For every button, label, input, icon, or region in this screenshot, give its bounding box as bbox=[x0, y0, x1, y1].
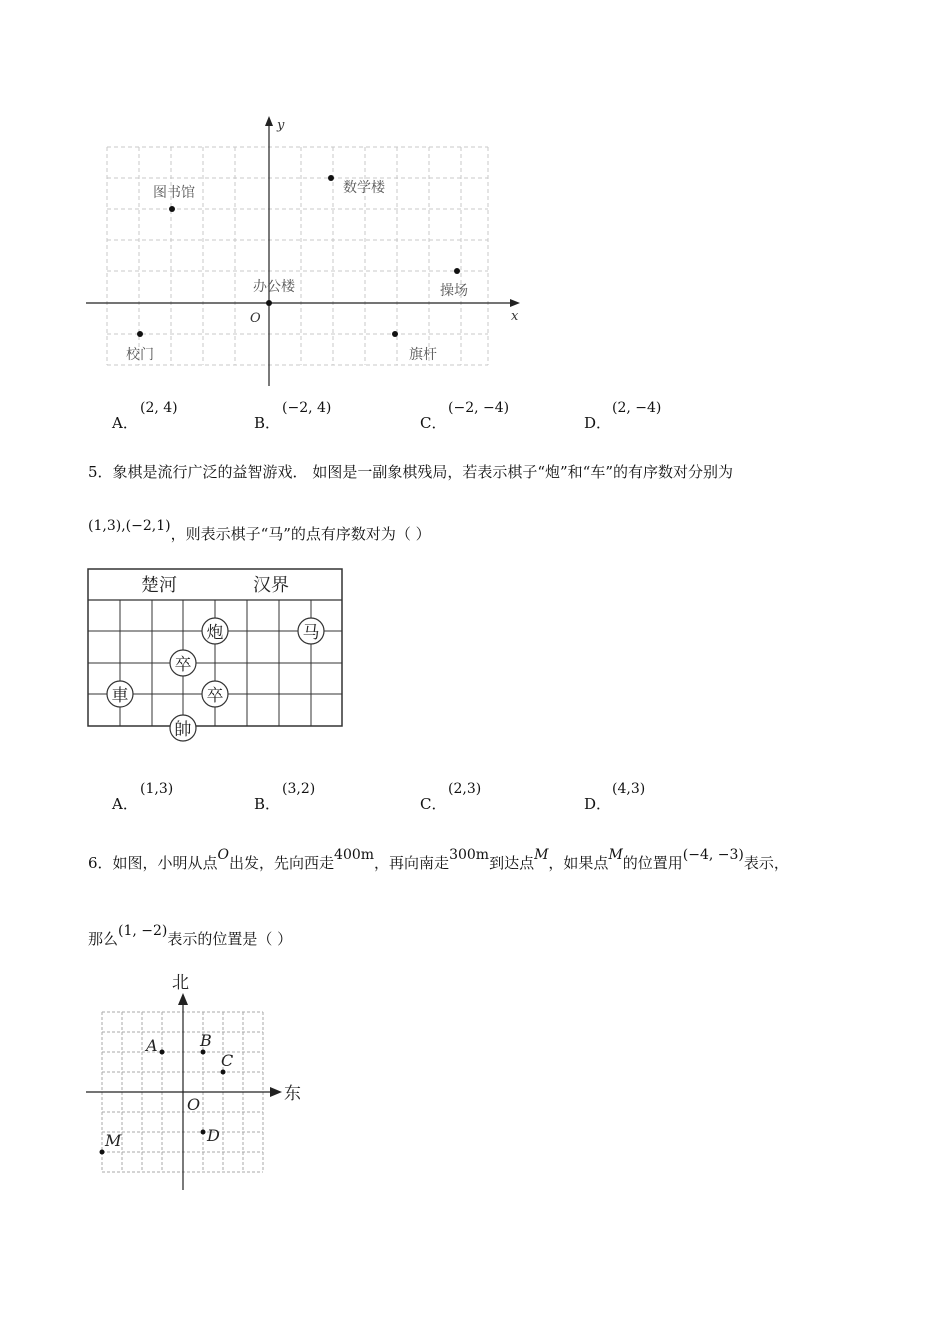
option-value: (−2, 4) bbox=[282, 400, 332, 416]
option-label: C． bbox=[420, 414, 447, 432]
piece-label: 帥 bbox=[174, 720, 192, 740]
math-building-label: 数学楼 bbox=[343, 180, 385, 196]
axes bbox=[86, 1000, 276, 1190]
q5-text-line1: 5．象棋是流行广泛的益智游戏． 如图是一副象棋残局，若表示棋子“炮”和“车”的有序数对分别为 bbox=[88, 463, 733, 481]
q6-coord-m: (−4, −3) bbox=[682, 847, 744, 863]
q6-text-line2 bbox=[88, 923, 293, 949]
q5-coords: (1,3),(−2,1) bbox=[88, 518, 171, 534]
q6-text: ，再向南走 bbox=[374, 854, 450, 872]
point-m-label: M bbox=[105, 1131, 122, 1150]
east-label: 东 bbox=[284, 1084, 301, 1104]
point-c-label: C bbox=[221, 1051, 234, 1070]
q6-text: 出发，先向西走 bbox=[229, 854, 335, 872]
river-left-title: 楚河 bbox=[141, 575, 177, 596]
q6-text: 到达点 bbox=[489, 854, 535, 872]
math-building-point bbox=[328, 175, 334, 181]
option-label: D． bbox=[584, 795, 612, 813]
piece-soldier-1 bbox=[170, 650, 196, 676]
q6-text: 的位置用 bbox=[622, 854, 683, 872]
river-right-title: 汉界 bbox=[253, 575, 289, 596]
option-value: (−2, −4) bbox=[448, 400, 510, 416]
q6-point-o: O bbox=[217, 847, 230, 863]
q6-text: 6．如图，小明从点 bbox=[88, 854, 218, 872]
flagpole-point bbox=[392, 331, 398, 337]
q6-distance-west: 400m bbox=[334, 847, 375, 863]
option-value: (1,3) bbox=[140, 781, 174, 797]
option-label: B． bbox=[254, 795, 281, 813]
point-d bbox=[201, 1130, 206, 1135]
direction-grid-figure bbox=[84, 965, 314, 1197]
chess-board bbox=[84, 565, 348, 747]
school-gate-point bbox=[137, 331, 143, 337]
point-b-label: B bbox=[200, 1031, 212, 1050]
playground-point bbox=[454, 268, 460, 274]
piece-marshal bbox=[170, 715, 196, 741]
q6-distance-south: 300m bbox=[449, 847, 490, 863]
option-value: (2,3) bbox=[448, 781, 482, 797]
point-a bbox=[160, 1050, 165, 1055]
q6-text: 表示的位置是（ ） bbox=[167, 930, 293, 948]
flagpole-label: 旗杆 bbox=[409, 347, 437, 363]
option-value: (2, −4) bbox=[612, 400, 662, 416]
q6-point-m: M bbox=[608, 847, 623, 863]
y-axis-arrow-icon bbox=[265, 116, 273, 126]
option-value: (3,2) bbox=[282, 781, 316, 797]
origin-label: O bbox=[187, 1095, 201, 1114]
point-m bbox=[100, 1150, 105, 1155]
piece-label: 炮 bbox=[206, 623, 224, 643]
east-arrow-icon bbox=[270, 1087, 282, 1097]
piece-chariot bbox=[107, 681, 133, 707]
school-gate-label: 校门 bbox=[126, 347, 154, 363]
playground-label: 操场 bbox=[440, 283, 468, 299]
option-label: C． bbox=[420, 795, 447, 813]
option-label: A． bbox=[112, 414, 138, 432]
x-axis-arrow-icon bbox=[510, 299, 520, 307]
point-a-label: A bbox=[146, 1036, 158, 1055]
q6-text: ，如果点 bbox=[548, 854, 609, 872]
campus-coordinate-map bbox=[80, 110, 540, 400]
option-label: B． bbox=[254, 414, 281, 432]
grid bbox=[107, 147, 488, 365]
origin-label: O bbox=[250, 311, 261, 326]
library-label: 图书馆 bbox=[153, 185, 195, 201]
point-d-label: D bbox=[207, 1126, 220, 1145]
piece-soldier-2 bbox=[202, 681, 228, 707]
q6-text: 表示， bbox=[743, 854, 789, 872]
point-b bbox=[201, 1050, 206, 1055]
library-point bbox=[169, 206, 175, 212]
q6-coord-query: (1, −2) bbox=[118, 923, 168, 939]
option-label: A． bbox=[112, 795, 138, 813]
y-axis-label: y bbox=[277, 118, 285, 133]
north-arrow-icon bbox=[178, 993, 188, 1005]
q5-text-tail: ，则表示棋子“马”的点有序数对为（ ） bbox=[170, 525, 431, 543]
office-building-label: 办公楼 bbox=[253, 279, 295, 295]
north-label: 北 bbox=[172, 973, 189, 993]
q6-text-line1 bbox=[88, 847, 789, 873]
x-axis-label: x bbox=[511, 309, 519, 324]
piece-horse bbox=[298, 618, 324, 644]
piece-label: 車 bbox=[111, 686, 129, 706]
q6-text: 那么 bbox=[88, 930, 119, 948]
office-building-point bbox=[266, 300, 272, 306]
option-value: (2, 4) bbox=[140, 400, 178, 416]
point-c bbox=[221, 1070, 226, 1075]
piece-label: 卒 bbox=[206, 686, 224, 706]
piece-label: 马 bbox=[302, 623, 320, 643]
q6-point-m: M bbox=[534, 847, 549, 863]
option-value: (4,3) bbox=[612, 781, 646, 797]
option-label: D． bbox=[584, 414, 612, 432]
piece-label: 卒 bbox=[174, 655, 192, 675]
piece-cannon bbox=[202, 618, 228, 644]
q5-text-line2 bbox=[88, 518, 431, 544]
